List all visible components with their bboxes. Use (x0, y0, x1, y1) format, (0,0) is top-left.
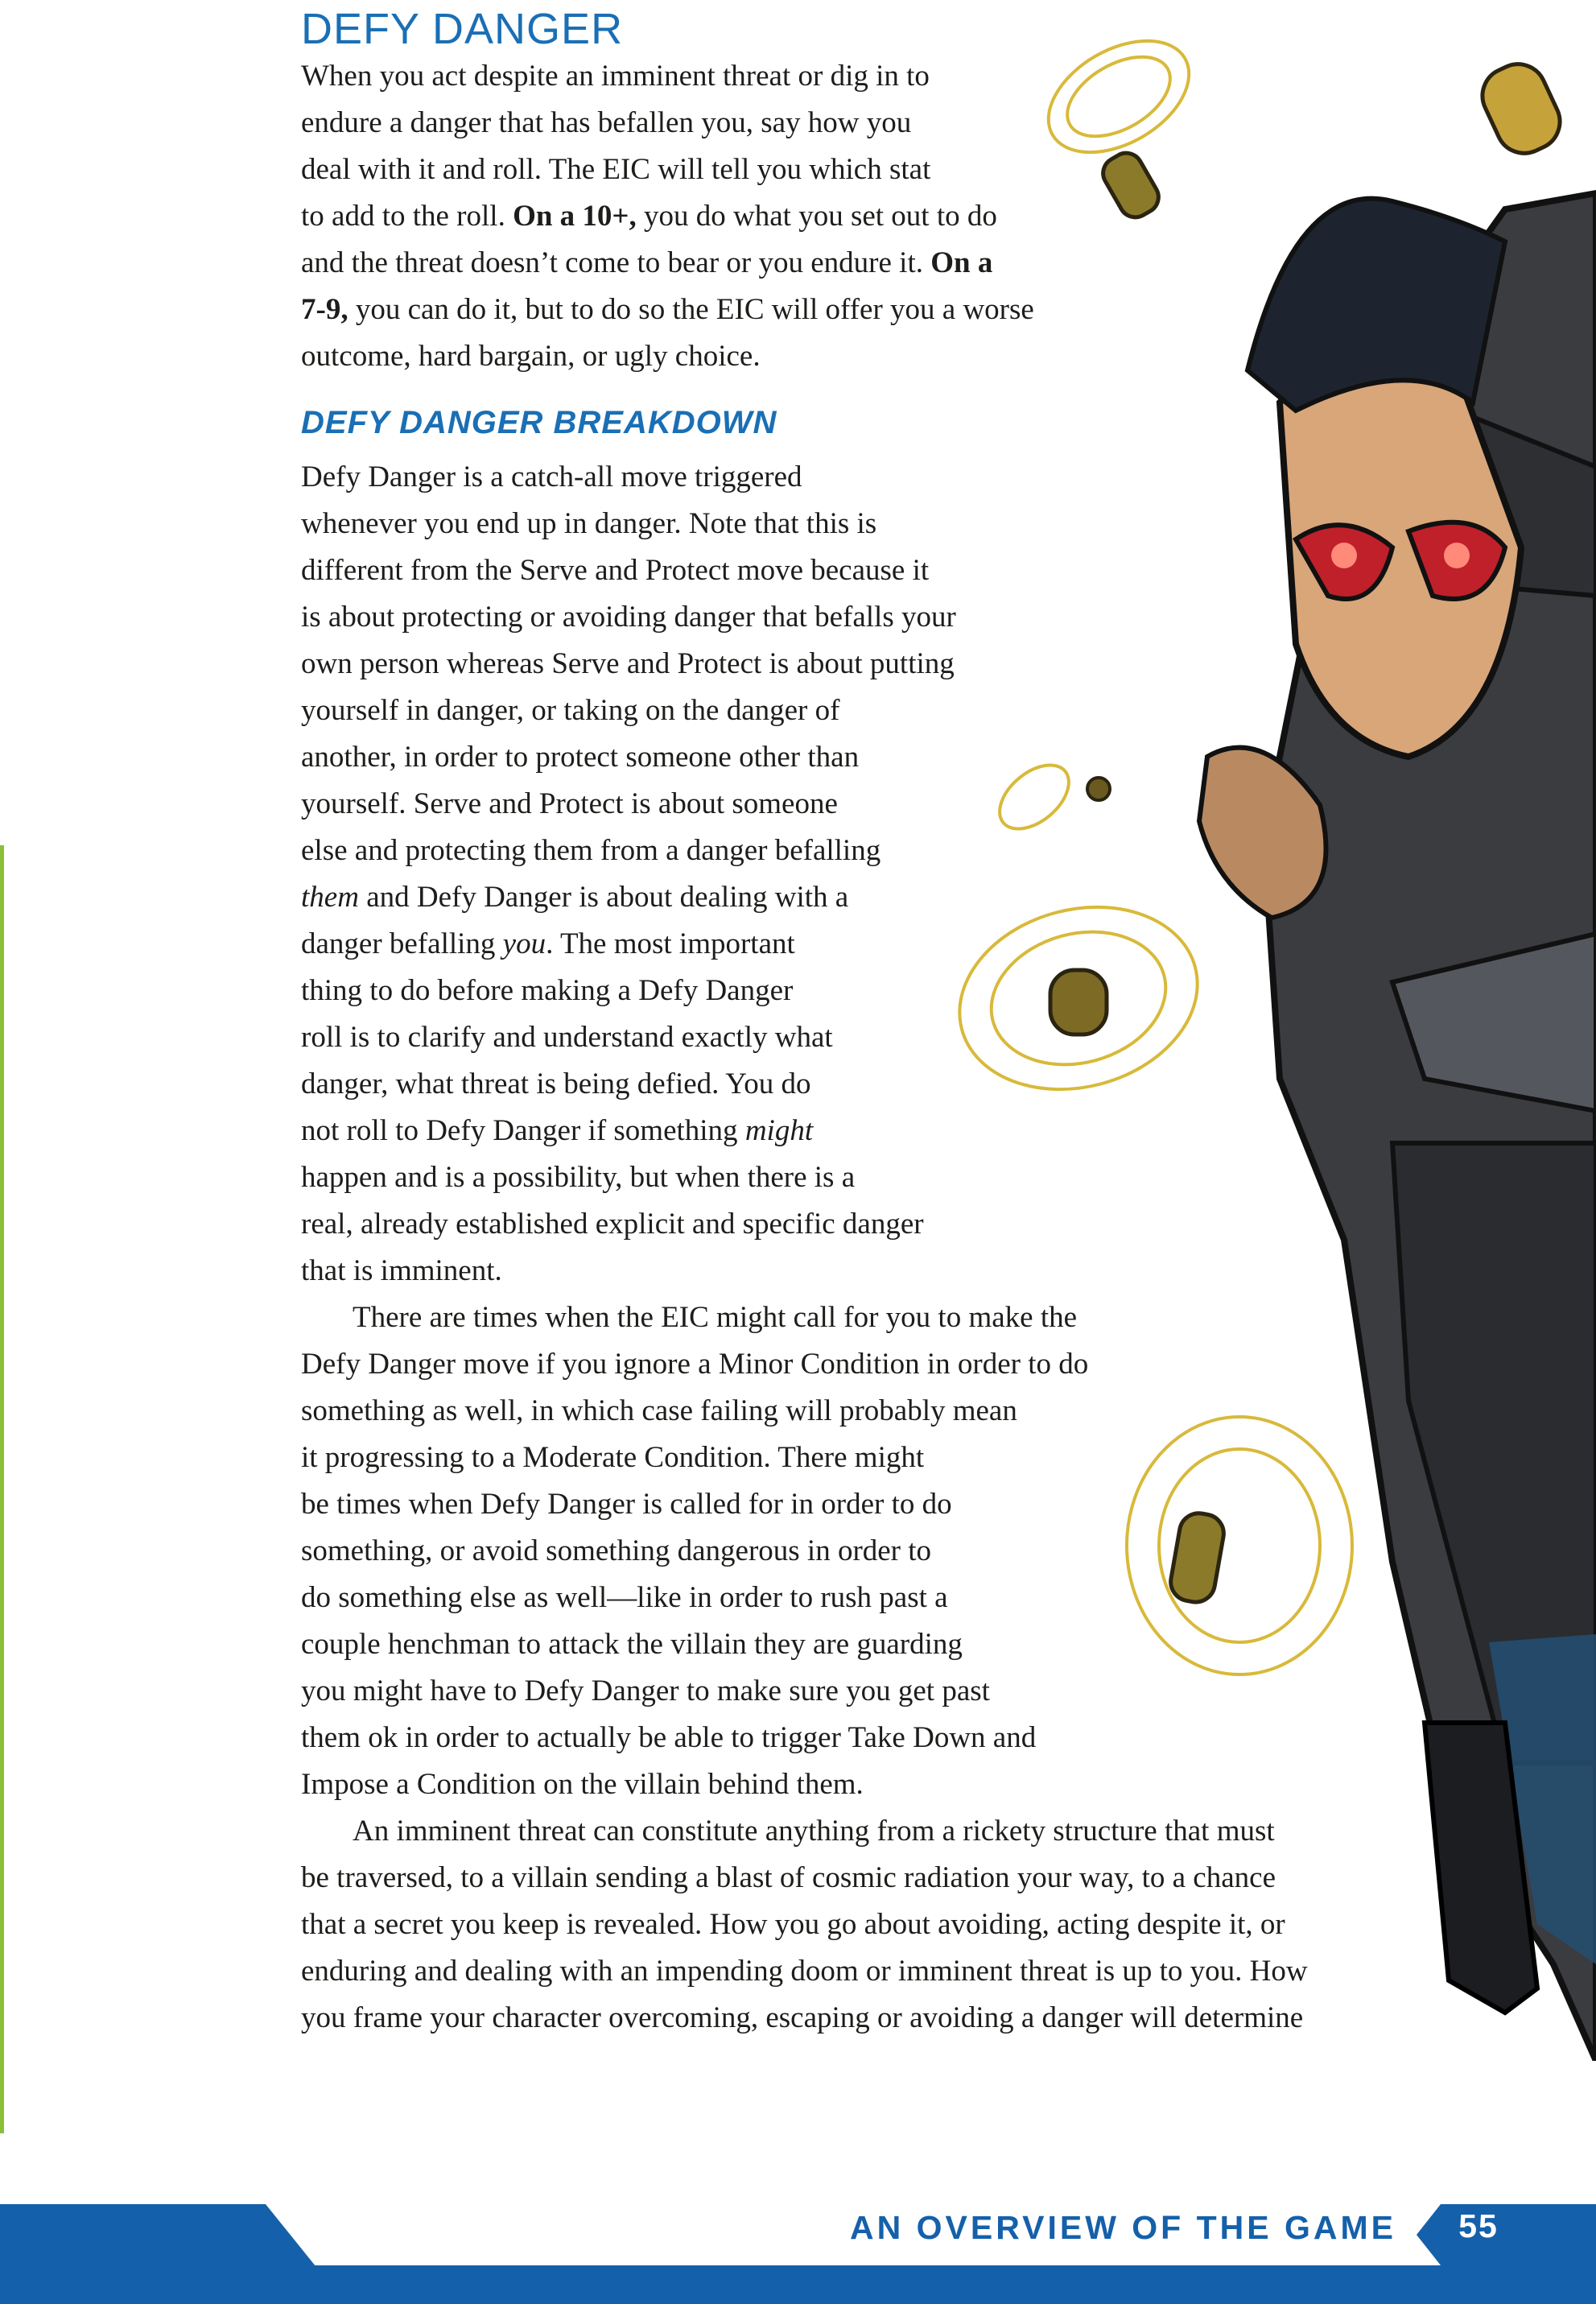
text-run: you can do it, but to do so the EIC will offer you a worse (348, 293, 1034, 326)
body-line: real, already established explicit and specific danger (301, 1208, 924, 1241)
body-line: There are times when the EIC might call for you to make the (353, 1301, 1078, 1334)
body-line (301, 874, 848, 921)
body-line: is about protecting or avoiding danger that befalls your (301, 601, 956, 634)
body-line (301, 1108, 813, 1154)
intro-line (301, 240, 992, 287)
text-run: danger befalling (301, 927, 503, 960)
body-line: that is imminent. (301, 1254, 502, 1287)
body-line: whenever you end up in danger. Note that this is (301, 507, 877, 540)
body-line: you frame your character overcoming, escaping or avoiding a danger will determine (301, 2001, 1304, 2034)
text-run: to add to the roll. (301, 200, 513, 233)
body-line: you might have to Defy Danger to make sure you get past (301, 1674, 990, 1707)
body-line: An imminent threat can constitute anything from a rickety structure that must (353, 1815, 1275, 1848)
body-line: do something else as well—like in order to rush past a (301, 1581, 948, 1614)
body-line: thing to do before making a Defy Danger (301, 974, 794, 1007)
body-line: Impose a Condition on the villain behind them. (301, 1768, 864, 1801)
text-run: . The most important (546, 927, 795, 960)
body-line: couple henchman to attack the villain they are guarding (301, 1628, 963, 1661)
edge-strip (0, 845, 4, 2133)
intro-line (301, 287, 1034, 333)
emphasis: them (301, 881, 359, 914)
text-run: and Defy Danger is about dealing with a (358, 881, 849, 914)
intro-line: When you act despite an imminent threat or dig in to (301, 60, 930, 93)
chapter-title: AN OVERVIEW OF THE GAME (850, 2209, 1396, 2246)
result-10-label: On a 10+, (513, 200, 637, 233)
body-line: happen and is a possibility, but when there is a (301, 1161, 856, 1194)
intro-line: endure a danger that has befallen you, say how you (301, 106, 912, 139)
bullet-icon (1097, 147, 1164, 223)
body-line (301, 921, 795, 968)
intro-line: outcome, hard bargain, or ugly choice. (301, 340, 761, 373)
body-line: yourself in danger, or taking on the danger of (301, 694, 840, 727)
body-line: roll is to clarify and understand exactly what (301, 1021, 833, 1054)
result-79-label-start: On a (930, 246, 993, 279)
bullet-icon (1168, 1510, 1227, 1605)
body-line: another, in order to protect someone other than (301, 741, 860, 774)
body-line: Defy Danger move if you ignore a Minor Condition in order to do (301, 1348, 1089, 1381)
emphasis: might (744, 1114, 814, 1147)
bullet-icon (1474, 55, 1569, 163)
body-line: yourself. Serve and Protect is about someone (301, 787, 838, 820)
text-run: and the threat doesn’t come to bear or you endure it. (301, 246, 931, 279)
body-line: enduring and dealing with an impending doom or imminent threat is up to you. How (301, 1955, 1308, 1988)
breakdown-title: DEFY DANGER BREAKDOWN (301, 405, 777, 440)
body-line: that a secret you keep is revealed. How you go about avoiding, acting despite it, or (301, 1908, 1285, 1941)
page-number: 55 (1458, 2207, 1499, 2244)
result-79-label-end: 7-9, (301, 293, 348, 326)
body-line: different from the Serve and Protect move because it (301, 554, 930, 587)
text-run: you do what you set out to do (636, 200, 997, 233)
text-run: not roll to Defy Danger if something (301, 1114, 745, 1147)
intro-line: deal with it and roll. The EIC will tell you which stat (301, 153, 931, 186)
body-line: be times when Defy Danger is called for in order to do (301, 1488, 952, 1521)
body-line: Defy Danger is a catch-all move triggered (301, 460, 802, 493)
body-line: else and protecting them from a danger befalling (301, 834, 881, 867)
body-line: them ok in order to actually be able to trigger Take Down and (301, 1721, 1037, 1754)
body-line: be traversed, to a villain sending a blast of cosmic radiation your way, to a chance (301, 1861, 1276, 1894)
bullet-icon (1050, 970, 1107, 1034)
emphasis: you (502, 927, 546, 960)
body-line: something as well, in which case failing will probably mean (301, 1394, 1017, 1427)
body-line: it progressing to a Moderate Condition. There might (301, 1441, 925, 1474)
body-line: danger, what threat is being defied. You do (301, 1067, 811, 1100)
body-line: something, or avoid something dangerous in order to (301, 1534, 932, 1567)
intro-line (301, 193, 997, 240)
body-line: own person whereas Serve and Protect is about putting (301, 647, 955, 680)
section-title: DEFY DANGER (301, 5, 624, 53)
